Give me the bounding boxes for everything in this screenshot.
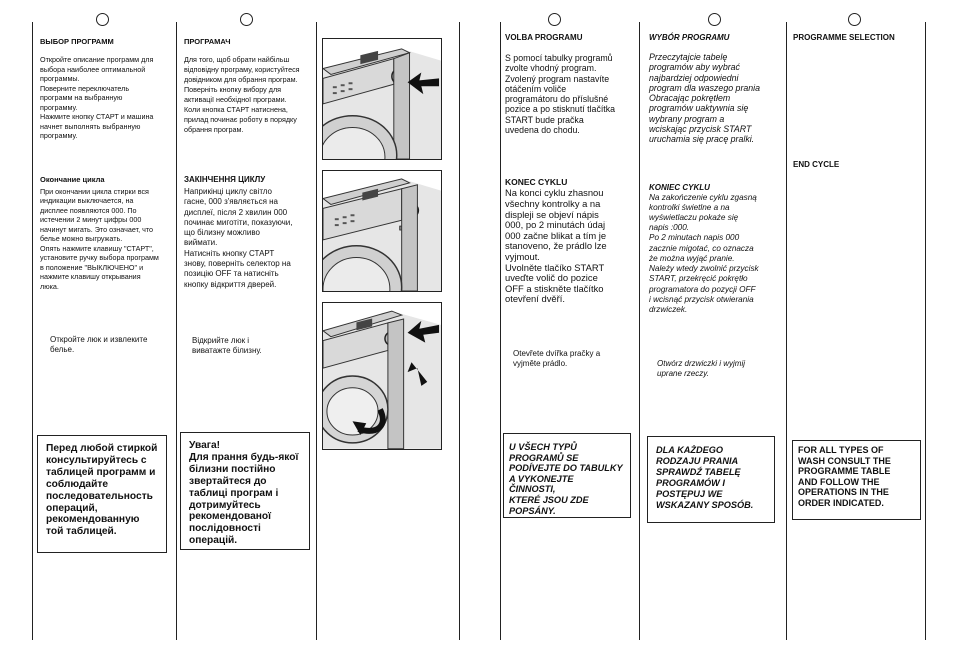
heading-programme-selection: ВЫБОР ПРОГРАММ [40, 37, 114, 46]
end-cycle-text: При окончании цикла стирки вся индикации выключается, на дисплее появляются 000. По истечении 2 минут цифры 000 начинут мигать. Это означает, что белье можно выгружать. Опять нажмите клавишу "СТАРТ", установите ручку выбора программ в положение "ВЫКЛЮЧЕНО" и нажмите клавишу открывания люка. [40, 186, 159, 291]
intro-text: Przeczytajcie tabelę programów aby wybrać najbardziej odpowiedni program dla waszego prania Obracając pokrętłem programów uaktywnia się wybrany program a wciskając przycisk START uruchamia się pracę pralki. [649, 52, 761, 145]
heading-programme-selection: PROGRAMME SELECTION [793, 33, 895, 42]
washing-machine-illustration-selector [322, 38, 442, 160]
heading-end-cycle: ЗАКІНЧЕННЯ ЦИКЛУ [184, 175, 266, 184]
column-english [793, 33, 923, 169]
heading-programme-selection: ПРОГРАМАЧ [184, 37, 231, 46]
column-divider [316, 22, 317, 640]
column-russian [40, 37, 172, 355]
heading-end-cycle: KONIEC CYKLU [649, 182, 710, 192]
column-czech [505, 33, 637, 369]
washing-machine-illustration-display [322, 170, 442, 292]
page-marker-circle [96, 13, 109, 26]
warning-box-russian: Перед любой стиркой консультируйтесь с таблицей программ и соблюдайте последовательность операций, рекомендованную той таблицей. [37, 435, 167, 553]
column-polish [649, 33, 784, 379]
warning-box-czech: U VŠECH TYPŮ PROGRAMŮ SE PODÍVEJTE DO TABULKY A VYKONEJTE ČINNOSTI, KTERÉ JSOU ZDE POPSÁNY. [503, 433, 631, 518]
page-marker-circle [708, 13, 721, 26]
intro-text: Откройте описание программ для выбора наиболее оптимальной программы. Поверните переключатель программ на выбранную программу. Нажмите кнопку СТАРТ и машина начнет выполнять выбранную программу. [40, 55, 154, 140]
heading-end-cycle: KONEC CYKLU [505, 177, 568, 188]
end-cycle-text: Na konci cyklu zhasnou všechny kontrolky a na displeji se objeví nápis 000, po 2 minutách údaj 000 začne blikat a tím je stanoveno, že prádlo lze vyjmout. Uvolněte tlačíko START uveďte volič do pozice OFF a stiskněte tlačítko otevření dvěří. [505, 187, 607, 305]
open-door-text: Otevřete dvířka pračky a vyjměte prádlo. [513, 348, 601, 368]
end-cycle-text: Наприкінці циклу світло гасне, 000 з'являється на дисплеї, після 2 хвилин 000 починає миготіти, показуючи, що білизну можливо виймати. Натисніть кнопку СТАРТ знову, поверніть селектор на позицію OFF та натисніть кнопку відкриття дверей. [184, 187, 293, 289]
column-ukrainian [184, 37, 312, 357]
heading-end-cycle: END CYCLE [793, 160, 840, 169]
column-divider [925, 22, 926, 640]
intro-text: S pomocí tabulky programů zvolte vhodný program. Zvolený program nastavíte otáčením voliče programátoru do příslušné pozice a po stisknutí tlačítka START bude pračka uvedena do chodu. [505, 53, 616, 136]
column-divider [786, 22, 787, 640]
column-divider [639, 22, 640, 640]
column-divider [32, 22, 33, 640]
column-divider [176, 22, 177, 640]
warning-box-ukrainian: Увага! Для прання будь-якої білизни постійно звертайтеся до таблиці програм і дотримуйтесь рекомендованої послідовності операцій. [180, 432, 310, 550]
page-marker-circle [848, 13, 861, 26]
warning-box-english: FOR ALL TYPES OF WASH CONSULT THE PROGRAMME TABLE AND FOLLOW THE OPERATIONS IN THE ORDER INDICATED. [792, 440, 921, 520]
heading-programme-selection: VOLBA PROGRAMU [505, 33, 583, 42]
column-divider [459, 22, 460, 640]
intro-text: Для того, щоб обрати найбільш відповідну програму, користуйтеся довідником для обрання програм. Поверніть кнопку вибору для активації необхідної програми. Коли кнопка СТАРТ натиснена, прилад починає роботу в порядку обрання програм. [184, 55, 300, 134]
heading-end-cycle: Окончание цикла [40, 174, 105, 184]
end-cycle-text: Na zakończenie cyklu zgasną kontrolki świetlne a na wyświetlaczu pokaże się napis :000. Po 2 minutach napis 000 zacznie migotać, co oznacza że można wyjąć pranie. Należy wtedy zwolnić przycisk START, przekręcić pokrętło programatora do pozycji OFF i wcisnąć przycisk otwierania drzwiczek. [649, 192, 759, 314]
open-door-text: Відкрийте люк і виватажте білизну. [192, 335, 262, 356]
open-door-text: Otwórz drzwiczki i wyjmij uprane rzeczy. [657, 359, 745, 379]
page-marker-circle [548, 13, 561, 26]
column-divider [500, 22, 501, 640]
page-marker-circle [240, 13, 253, 26]
open-door-text: Откройте люк и извлеките белье. [50, 335, 148, 354]
washing-machine-illustration-open-door [322, 302, 442, 450]
heading-programme-selection: WYBÓR PROGRAMU [649, 33, 730, 42]
warning-box-polish: DLA KAŻDEGO RODZAJU PRANIA SPRAWDŹ TABELĘ PROGRAMÓW I POSTĘPUJ WE WSKAZANY SPOSÓB. [647, 436, 775, 523]
